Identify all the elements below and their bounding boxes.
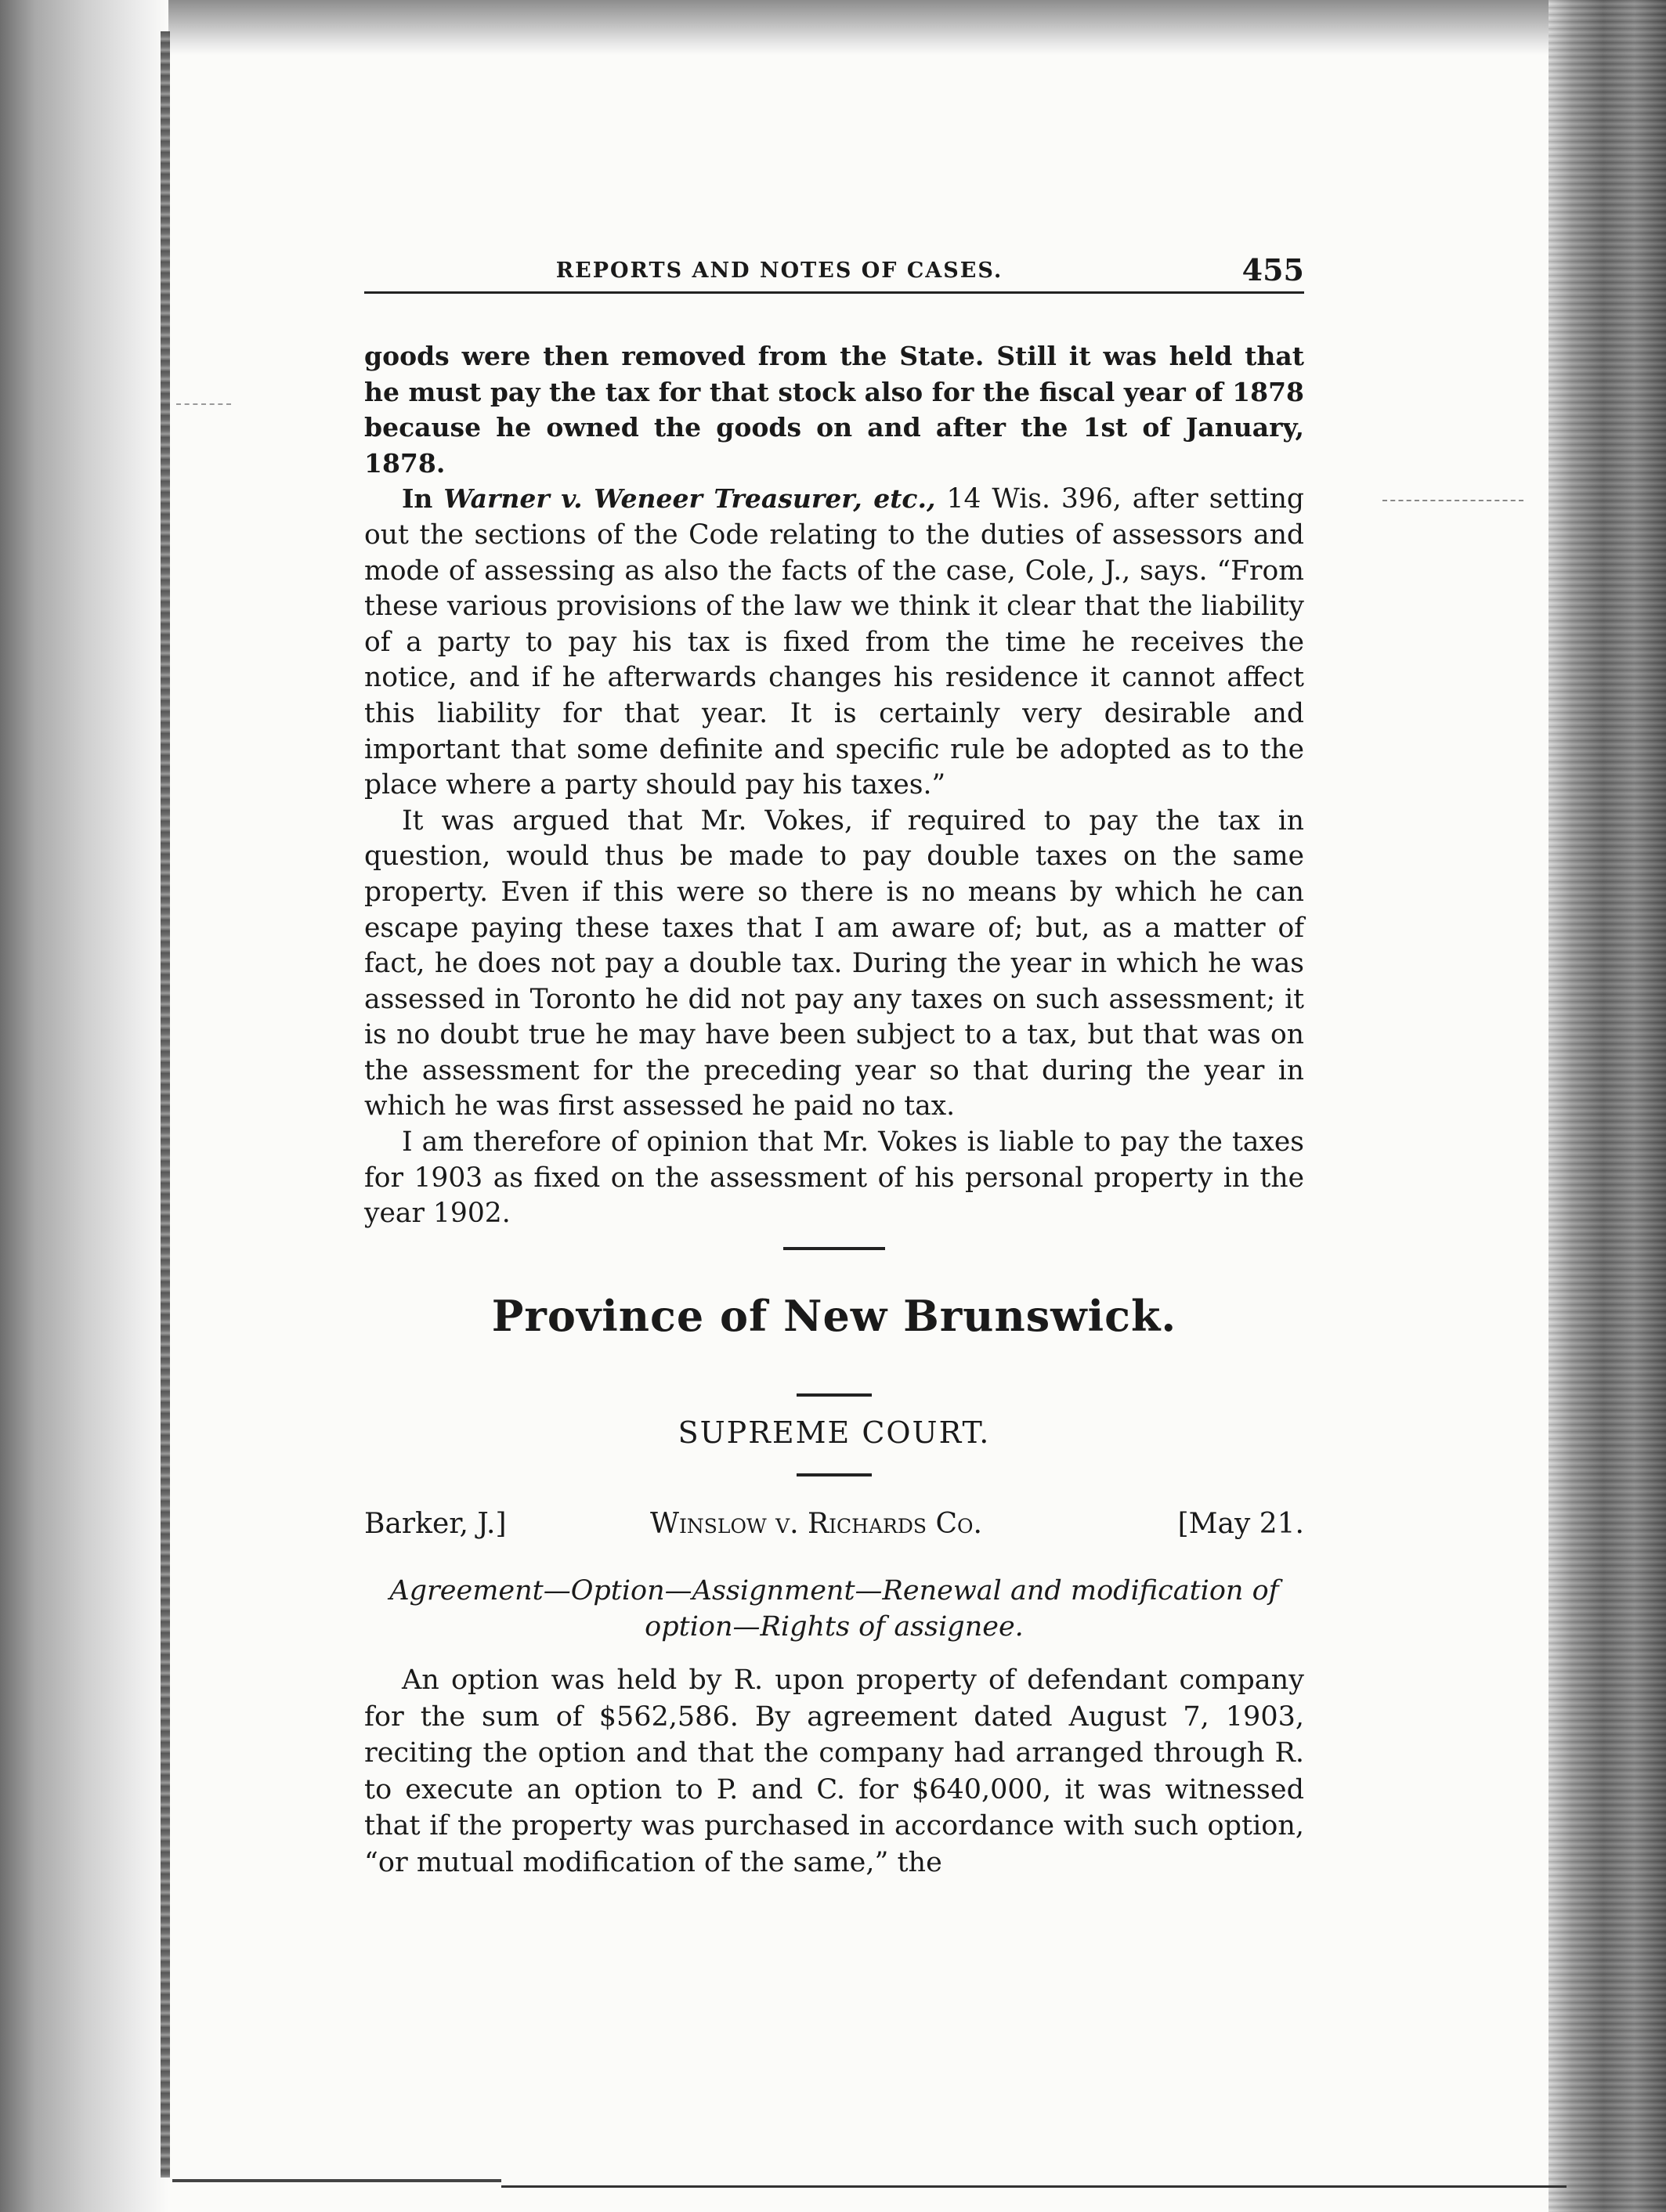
case-citation: Warner v. Weneer Treasurer, etc.,: [443, 483, 936, 515]
paragraph-quote: 14 Wis. 396, after setting out the sections of the Code relating to the duties of assessors and mode of assessing as also the facts of the case, Cole, J., says. “From these various provisions of the law we think it clear that the liability of a party to pay his tax is fixed from the time he receives the notice, and if he afterwards changes his residence it cannot affect this liability for that year. It is certainly very desirable and important that some definite and specific rule be adopted as to the place where a party should pay his taxes.”: [364, 483, 1304, 801]
case-headnote: [364, 1573, 1304, 1645]
heading-divider-bottom: [797, 1473, 872, 1476]
case-judge: Barker, J.]: [364, 1508, 507, 1540]
page-number: 455: [1241, 252, 1304, 287]
headnote-line-2: option—Rights of assignee.: [645, 1611, 1024, 1643]
running-head: REPORTS AND NOTES OF CASES.: [555, 258, 1003, 283]
paragraph-vokes-argument: It was argued that Mr. Vokes, if required to pay the tax in question, would thus be made to pay double taxes on the same property. Even if this were so there is no means by which he can escape paying these taxes that I am aware of; but, as a matter of fact, he does not pay a double tax. During the year in which he was assessed in Toronto he did not pay any taxes on such assessment; it is no doubt true he may have been subject to a tax, but that was on the assessment for the preceding year so that during the year in which he was first assessed he paid no tax.: [364, 804, 1304, 1122]
paragraph-warner-case: [364, 481, 1304, 803]
scan-right-texture: [1549, 0, 1666, 2212]
scan-mark-left: [176, 403, 231, 405]
scan-left-shadow: [0, 0, 168, 2212]
case-date: [May 21.: [1177, 1508, 1304, 1540]
case-title: Winslow v. Richards Co.: [650, 1508, 982, 1540]
scan-top-shadow: [0, 0, 1666, 55]
paragraph-lead: In: [402, 483, 433, 515]
court-heading: SUPREME COURT.: [678, 1415, 991, 1450]
section-divider: [783, 1247, 885, 1250]
page-binding-edge: [161, 31, 170, 2178]
scan-bottom-mark: [501, 2185, 1567, 2188]
case-summary: [364, 1662, 1304, 1881]
page-header: [364, 252, 1304, 294]
paragraph-continuation: goods were then removed from the State. Still it was held that he must pay the tax for that stock also for the fiscal year of 1878 because he owned the goods on and after the 1st of January, 1878.: [364, 341, 1304, 479]
headnote-line-1: Agreement—Option—Assignment—Renewal and modification of: [389, 1575, 1279, 1607]
province-heading: Province of New Brunswick.: [491, 1291, 1177, 1341]
heading-divider-top: [797, 1393, 872, 1397]
body-text: [364, 338, 1304, 1232]
paragraph-conclusion: I am therefore of opinion that Mr. Vokes is liable to pay the taxes for 1903 as fixed on the assessment of his personal property in the year 1902.: [364, 1126, 1304, 1230]
summary-paragraph: An option was held by R. upon property of defendant company for the sum of $562,586. By agreement dated August 7, 1903, reciting the option and that the company had arranged through R. to execute an option to P. and C. for $640,000, it was witnessed that if the property was purchased in accordance with such option, “or mutual modification of the same,” the: [364, 1664, 1304, 1878]
scan-bottom-mark-left: [172, 2179, 501, 2182]
scan-mark-right: [1382, 500, 1523, 501]
